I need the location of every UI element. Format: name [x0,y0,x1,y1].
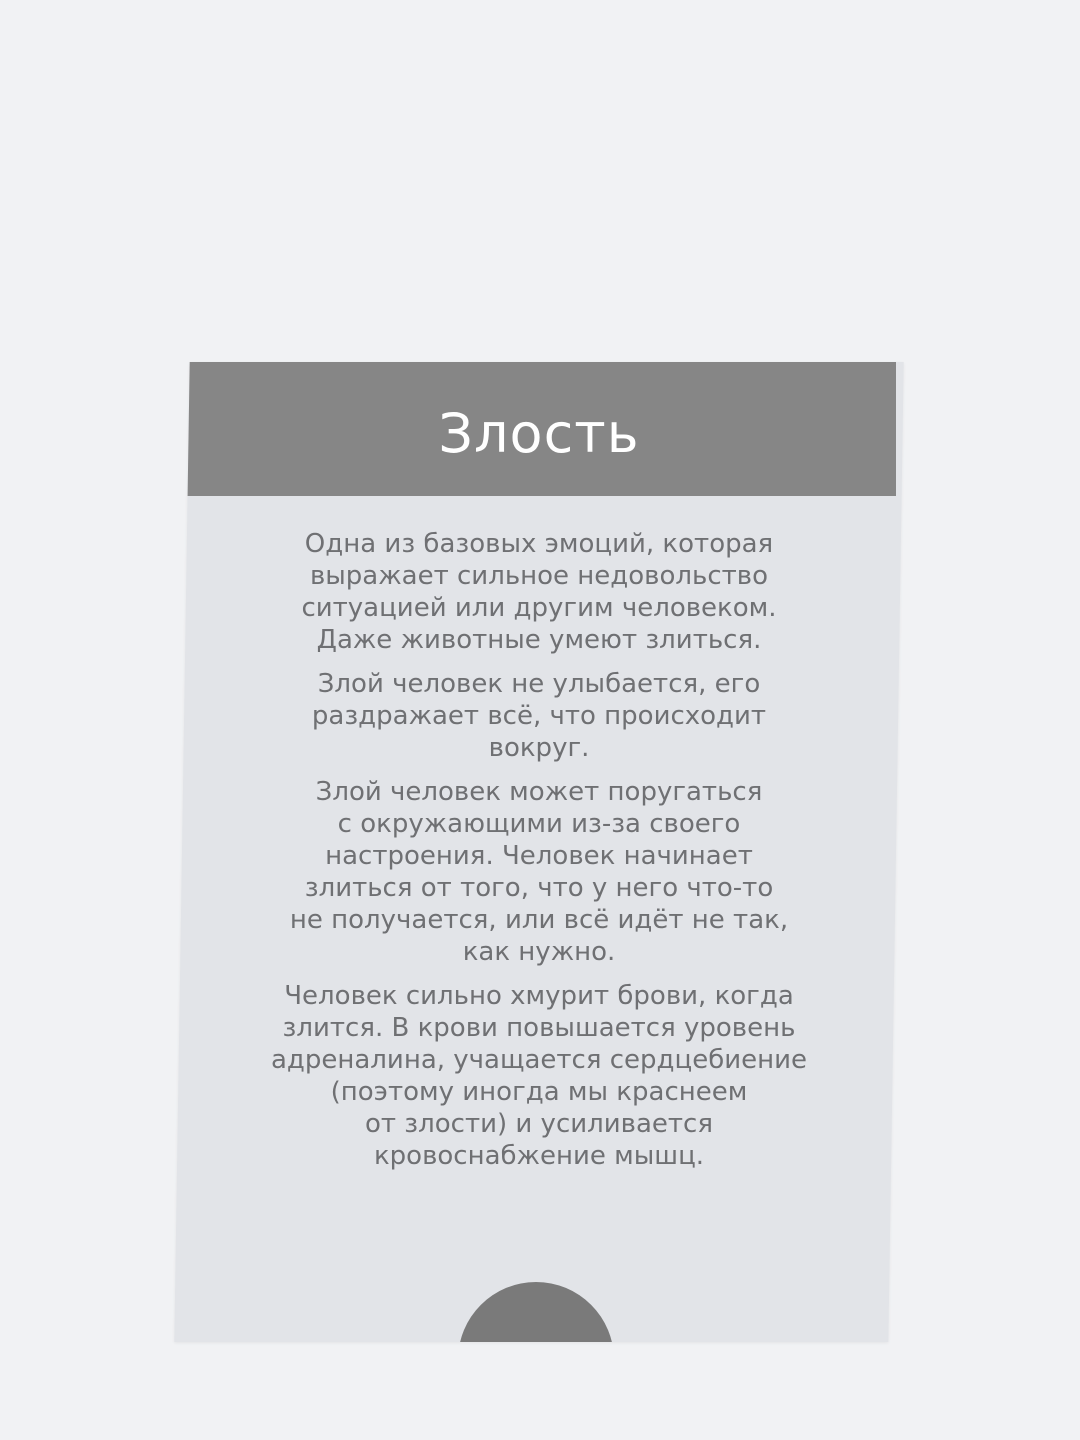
paragraph-causes: Злой человек может поругаться с окружающими из-за своего настроения. Человек начинает злиться от того, что у него что-то не получается, или всё идёт не так, как нужно. [289,777,789,967]
paragraph-definition: Одна из базовых эмоций, которая выражает сильное недовольство ситуацией или другим человеком. Даже животные умеют злиться. [301,529,777,655]
card-content [182,362,896,1342]
bottom-semicircle-tab [458,1282,614,1342]
card-title: Злость [438,401,640,465]
emotion-card [174,362,903,1342]
card-body [212,528,866,1184]
paragraph-physiology: Человек сильно хмурит брови, когда злится. В крови повышается уровень адреналина, учащается сердцебиение (поэтому иногда мы краснеем от злости) и усиливается кровоснабжение мышц. [270,981,808,1171]
paragraph-behavior: Злой человек не улыбается, его раздражает всё, что происходит вокруг. [311,669,767,763]
card-header [182,362,896,496]
